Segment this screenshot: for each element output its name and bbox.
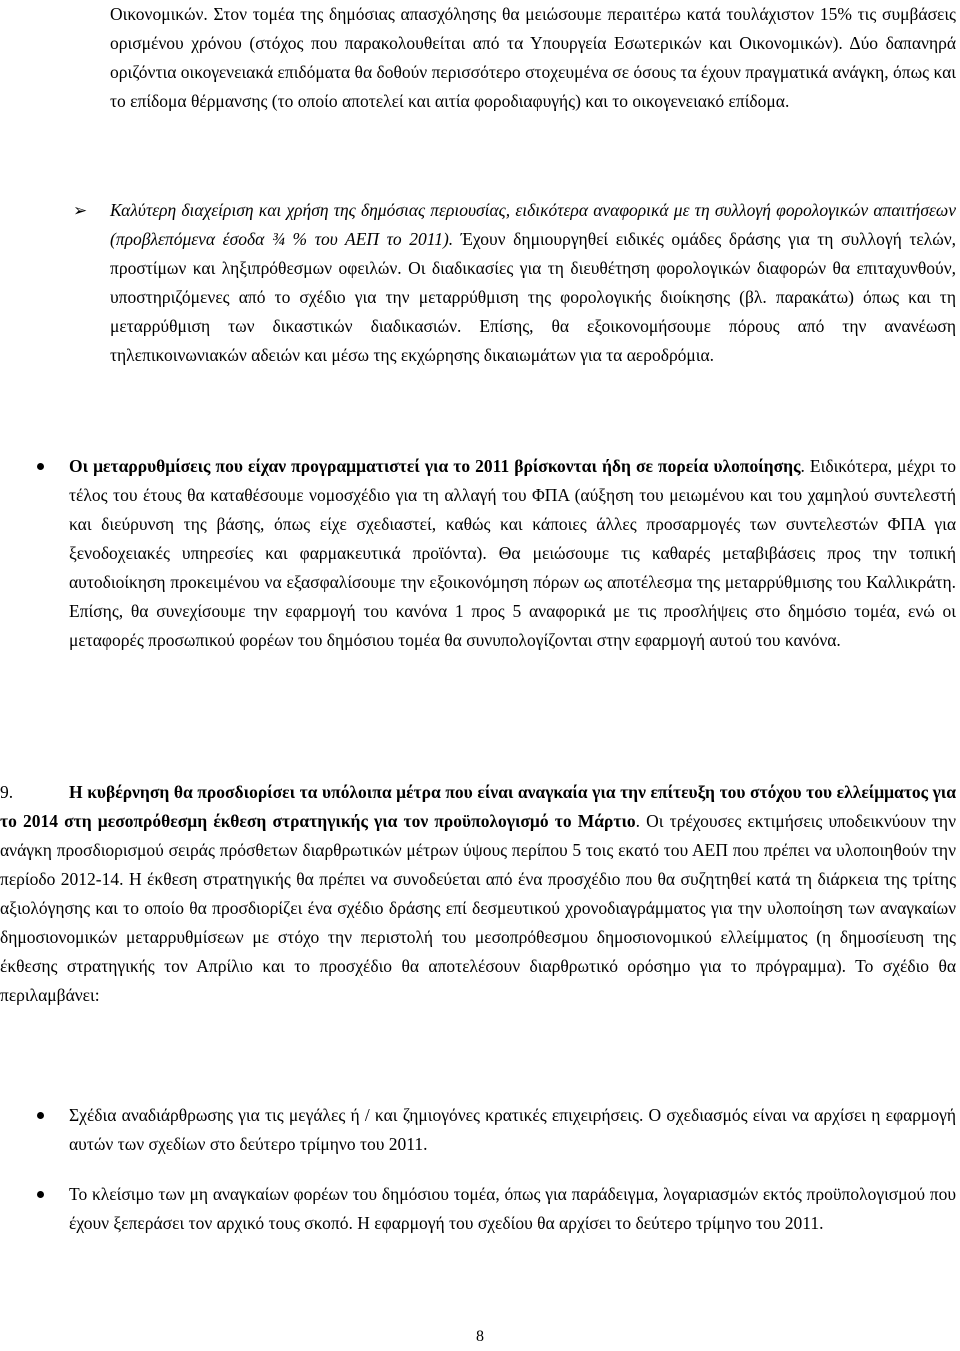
section-9-paragraph bbox=[0, 778, 956, 1010]
bullet-dot-icon bbox=[37, 1112, 44, 1119]
plan-item-1: Σχέδια αναδιάρθρωσης για τις μεγάλες ή / και ζημιογόνες κρατικές επιχειρήσεις. Ο σχεδιασμός είναι να αρχίσει η εφαρμογή αυτών των σχεδίων στο δεύτερο τρίμηνο του 2011. bbox=[69, 1105, 956, 1154]
arrow-bullet-icon: ➢ bbox=[73, 201, 88, 220]
reforms-text: . Ειδικότερα, μέχρι το τέλος του έτους θα καταθέσουμε νομοσχέδιο για τη αλλαγή του ΦΠΑ (αύξηση του μειωμένου και του χαμηλού συντελεστή και διεύρυνση της βάσης, όπως είχε σχεδιαστεί, καθώς και κάποιες άλλες προσαρμογές των συντελεστών ΦΠΑ για ξενοδοχειακές υπηρεσίες και φαρμακευτικά προϊόντα). Θα μειώσουμε τις καθαρές μεταβιβάσεις προς την τοπική αυτοδιοίκηση προκειμένου να εξασφαλίσουμε την εξοικονόμηση πόρων ως αποτέλεσμα της μεταρρύθμισης του Καλλικράτη. Επίσης, θα συνεχίσουμε την εφαρμογή του κανόνα 1 προς 5 αναφορικά με τις προσλήψεις στο δημόσιο τομέα, ενώ οι μεταφορές προσωπικού φορέων του δημόσιου τομέα θα συνυπολογίζονται στην εφαρμογή αυτού του κανόνα. bbox=[69, 456, 956, 650]
reforms-bold-lead: Οι μεταρρυθμίσεις που είχαν προγραμματιστεί για το 2011 βρίσκονται ήδη σε πορεία υλοποίησης bbox=[69, 456, 801, 476]
reforms-paragraph bbox=[69, 452, 956, 655]
intro-paragraph: Οικονομικών. Στον τομέα της δημόσιας απασχόλησης θα μειώσουμε περαιτέρω κατά τουλάχιστον 15% τις συμβάσεις ορισμένου χρόνου (στόχος που παρακολουθείται από τα Υπουργεία Εσωτερικών και Οικονομικών). Δύο δαπανηρά οριζόντια οικογενειακά επιδόματα θα δοθούν περισσότερο στοχευμένα σε όσους τα έχουν πραγματικά ανάγκη, όπως και το επίδομα θέρμανσης (το οποίο αποτελεί και αιτία φοροδιαφυγής) και το οικογενειακό επίδομα. bbox=[110, 4, 956, 111]
arrow-item-paragraph bbox=[110, 196, 956, 370]
arrow-item-italic-lead: Καλύτερη διαχείριση και χρήση της δημόσιας περιουσίας, ειδικότερα αναφορικά με τη συλλογή φορολογικών απαιτήσεων (προβλεπόμενα έσοδα ¾ % του ΑΕΠ το 2011). bbox=[110, 200, 956, 249]
bullet-dot-icon bbox=[37, 1191, 44, 1198]
section-9-number: 9. bbox=[0, 782, 14, 802]
section-9-text: . Οι τρέχουσες εκτιμήσεις υποδεικνύουν την ανάγκη προσδιορισμού σειράς πρόσθετων διαρθρωτικών μέτρων ύψους περίπου 5 τοις εκατό του ΑΕΠ που πρέπει να υλοποιηθούν την περίοδο 2012-14. Η έκθεση στρατηγικής θα πρέπει να συνοδεύεται από ένα προσχέδιο που θα συζητηθεί κατά τη διάρκεια της τρίτης αξιολόγησης και το οποίο θα προσδιορίζει ένα σχέδιο δράσης επί δεσμευτικού χρονοδιαγράμματος για την υλοποίηση των αναγκαίων δημοσιονομικών μεταρρυθμίσεων με στόχο την περιστολή του μεσοπρόθεσμου δημοσιονομικού ελλείμματος (η δημοσίευση της έκθεσης στρατηγικής τον Απρίλιο και το προσχέδιο θα αποτελέσουν διαρθρωτικό ορόσημο για το πρόγραμμα). Το σχέδιο θα περιλαμβάνει: bbox=[0, 811, 956, 1005]
section-9-bold-lead: Η κυβέρνηση θα προσδιορίσει τα υπόλοιπα μέτρα που είναι αναγκαία για την επίτευξη του στόχου του ελλείμματος για το 2014 στη μεσοπρόθεσμη έκθεση στρατηγικής για τον προϋπολογισμό το Μάρτιο bbox=[0, 782, 956, 831]
bullet-dot-icon bbox=[37, 463, 44, 470]
arrow-item-text: Έχουν δημιουργηθεί ειδικές ομάδες δράσης για τη συλλογή τελών, προστίμων και ληξιπρόθεσμων οφειλών. Οι διαδικασίες για τη διευθέτηση φορολογικών διαφορών θα επιταχυνθούν, υποστηριζόμενες από το σχέδιο για την μεταρρύθμιση της φορολογικής διοίκησης (βλ. παρακάτω) όπως και τη μεταρρύθμιση των δικαστικών διαδικασιών. Επίσης, θα εξοικονομήσουμε πόρους από την ανανέωση τηλεπικοινωνιακών αδειών και μέσω της εκχώρησης δικαιωμάτων για τα αεροδρόμια. bbox=[110, 229, 956, 365]
plan-item-2: Το κλείσιμο των μη αναγκαίων φορέων του δημόσιου τομέα, όπως για παράδειγμα, λογαριασμών εκτός προϋπολογισμού που έχουν ξεπεράσει τον αρχικό τους σκοπό. Η εφαρμογή του σχεδίου θα αρχίσει το δεύτερο τρίμηνο του 2011. bbox=[69, 1184, 956, 1233]
page-number: 8 bbox=[476, 1328, 484, 1345]
